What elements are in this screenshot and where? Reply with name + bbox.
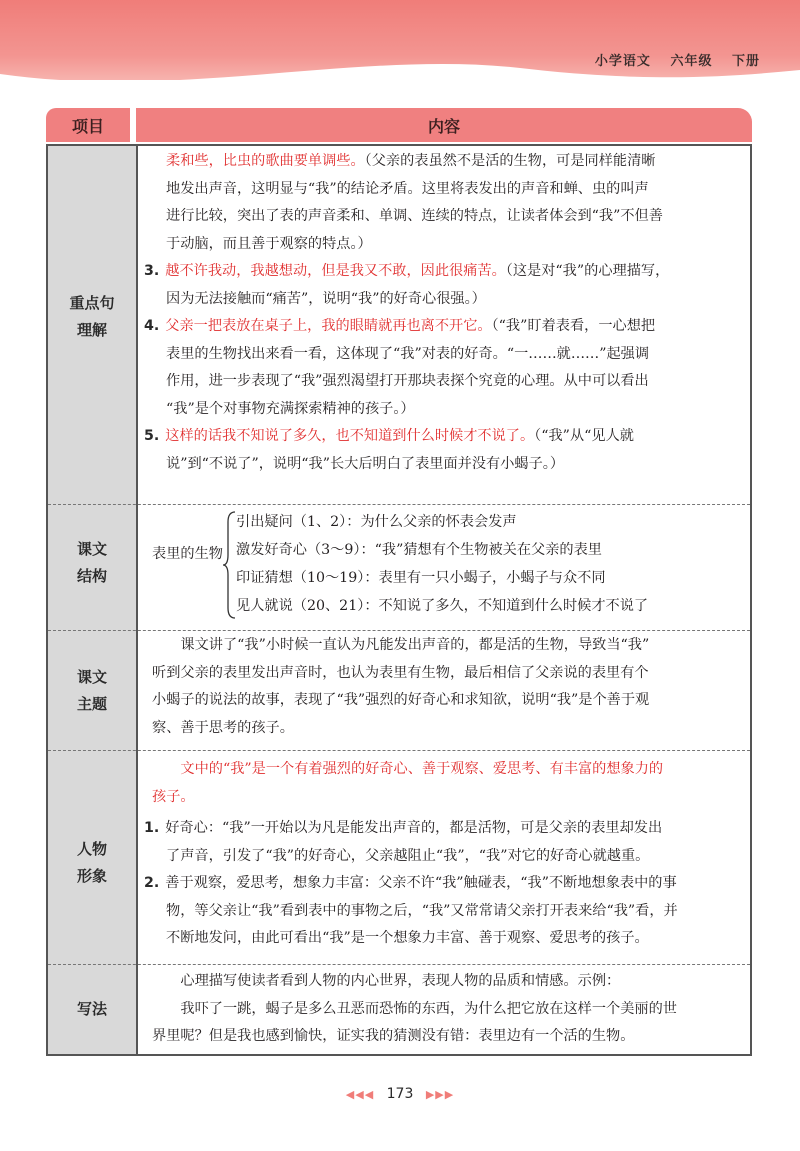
character-content: 文中的“我”是一个有着强烈的好奇心、善于观察、爱思考、有丰富的想象力的 孩子。 1. 好奇心：“我”一开始以为凡是能发出声音的，都是活物，可是父亲的表里却发出 了声音，引发了“我”的好奇心，父亲越阻止“我”，“我”对它的好奇心就越重。 2. 善于观察，爱思考，想象力丰富：父亲不许“我”触碰表，“我”不断地想象表中的事 物，等父亲让“我”看到表中的事物之后，“我”又常常请父亲打开表来给“我”看，并 不断地发问，由此可看出“我”是一个想象力丰富、善于观察、爱思考的孩子。	[144, 761, 678, 946]
row-label-key-sentences: 重点句 理解	[69, 294, 115, 339]
key-quote-2: 柔和些，比虫的歌曲要单调些。	[166, 153, 365, 169]
left-arrows-icon: ◀◀◀	[345, 1088, 375, 1101]
theme-content: 课文讲了“我”小时候一直认为凡能发出声音的，都是活的生物，导致当“我” 听到父亲的表里发出声音时，也认为表里有生物，最后相信了父亲说的表里有个 小蝎子的说法的故事，表现了“我”强烈的好奇心和求知欲，说明“我”是个善于观 察、善于思考的孩子。	[152, 637, 650, 736]
structure-root: 表里的生物	[152, 546, 223, 562]
page-number: 173	[386, 1086, 414, 1102]
row-divider	[48, 964, 750, 965]
row-label-structure: 课文 结构	[76, 540, 107, 585]
row-divider	[48, 750, 750, 751]
key-quote-3: 越不许我动，我越想动，但是我又不敢，因此很痛苦。	[165, 263, 506, 279]
row-label-theme: 课文 主题	[76, 668, 107, 713]
volume-label: 下册	[731, 54, 760, 69]
banner-wave	[0, 40, 800, 100]
writing-content: 心理描写使读者看到人物的内心世界，表现人物的品质和情感。示例： 我吓了一跳，蝎子是多么丑恶而恐怖的东西，为什么把它放在这样一个美丽的世 界里呢？但是我也感到愉快，证实我的猜测没有错：表里边有一个活的生物。	[152, 973, 677, 1044]
row-divider	[48, 504, 750, 505]
content-table	[46, 108, 752, 1054]
right-arrows-icon: ▶▶▶	[425, 1088, 455, 1101]
key-quote-5: 这样的话我不知说了多久，也不知道到什么时候才不说了。	[165, 428, 535, 444]
structure-item: 激发好奇心（3～9）：“我”猜想有个生物被关在父亲的表里	[236, 542, 602, 558]
structure-item: 印证猜想（10～19）：表里有一只小蝎子，小蝎子与众不同	[236, 570, 606, 586]
book-info	[581, 50, 760, 69]
key-sentences-content: 柔和些，比虫的歌曲要单调些。（父亲的表虽然不是活的生物，可是同样能清晰 地发出声音，这明显与“我”的结论矛盾。这里将表发出的声音和蝉、虫的叫声 进行比较，突出了表的声音柔和、单调、连续的特点，让读者体会到“我”不但善 于动脑，而且善于观察的特点。） 3. 越不许我动，我越想动，但是我又不敢，因此很痛苦。（这是对“我”的心理描写， 因为无法接触而“痛苦”，说明“我”的好奇心很强。） 4. 父亲一把表放在桌子上，我的眼睛就再也离不开它。（“我”盯着表看，一心想把 表里的生物找出来看一看，这体现了“我”对表的好奇。“一……就……”起强调 作用，进一步表现了“我”强烈渴望打开那块表探个究竟的心理。从中可以看出 “我”是个对事物充满探索精神的孩子。） 5. 这样的话我不知说了多久，也不知道到什么时候才不说了。（“我”从“见人就 说”到“不说了”，说明“我”长大后明白了表里面并没有小蝎子。）	[144, 153, 670, 472]
subject-label: 小学语文	[594, 54, 651, 69]
row-divider	[48, 630, 750, 631]
brace-icon	[222, 510, 236, 620]
row-label-character: 人物 形象	[76, 840, 107, 885]
column-header-item: 项目	[46, 108, 130, 142]
column-header-content: 内容	[136, 108, 752, 142]
structure-list	[236, 508, 648, 620]
grade-label: 六年级	[670, 54, 713, 69]
row-label-writing: 写法	[76, 1000, 107, 1018]
structure-item: 引出疑问（1、2）：为什么父亲的怀表会发声	[236, 514, 517, 530]
page-footer	[0, 1086, 800, 1102]
table-body	[46, 144, 752, 1056]
label-column	[48, 146, 138, 1054]
structure-content	[144, 508, 740, 628]
structure-item: 见人就说（20、21）：不知说了多久，不知道到什么时候才不说了	[236, 598, 649, 614]
key-quote-4: 父亲一把表放在桌子上，我的眼睛就再也离不开它。	[165, 318, 492, 334]
